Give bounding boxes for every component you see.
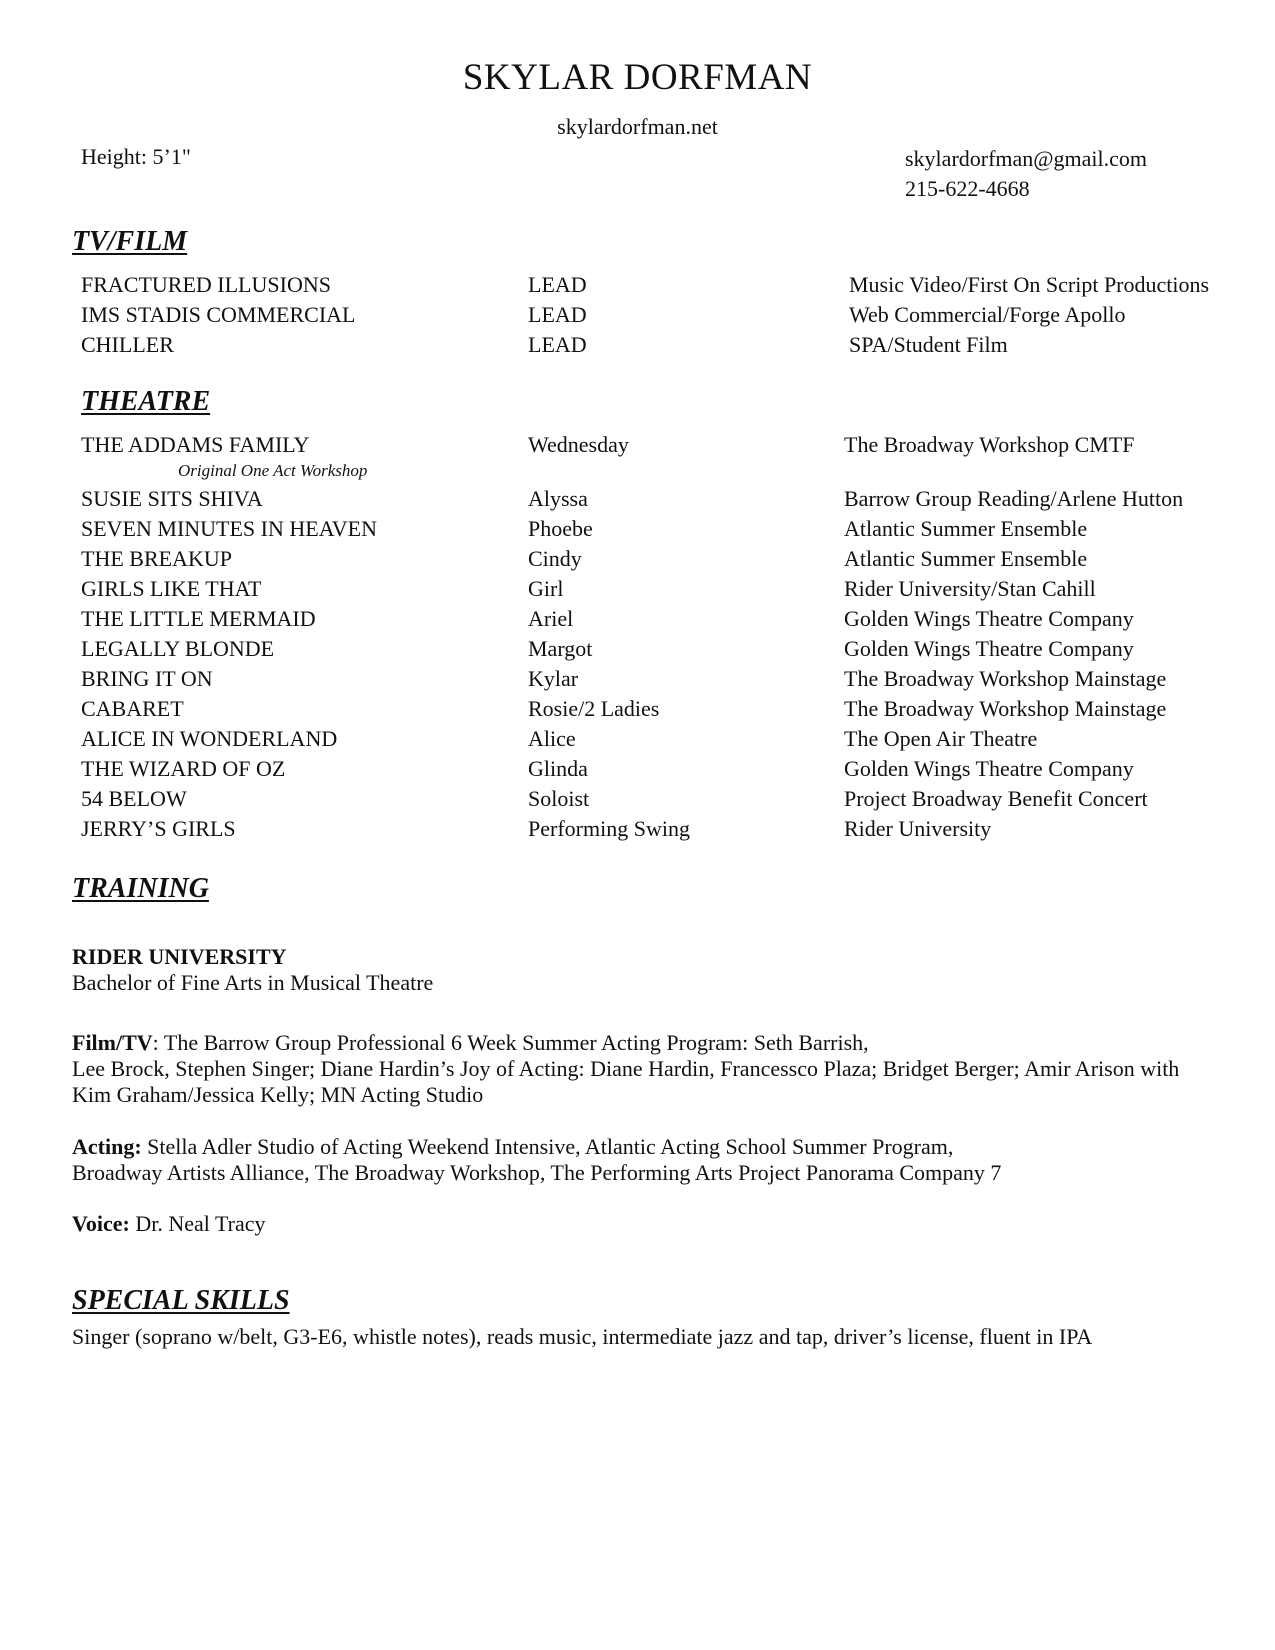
- credit-row: [0, 636, 1275, 666]
- credit-company: The Broadway Workshop Mainstage: [844, 696, 1167, 721]
- credit-company: SPA/Student Film: [849, 332, 1008, 357]
- credit-title: SUSIE SITS SHIVA: [81, 486, 263, 511]
- degree: Bachelor of Fine Arts in Musical Theatre: [72, 970, 434, 995]
- theatre-heading: THEATRE: [81, 386, 211, 417]
- website-link[interactable]: skylardorfman.net: [557, 114, 718, 139]
- height-info: Height: 5’1": [81, 144, 191, 169]
- credit-row: [0, 606, 1275, 636]
- credit-company: Golden Wings Theatre Company: [844, 606, 1134, 631]
- credit-row: [0, 786, 1275, 816]
- credit-role: LEAD: [528, 302, 587, 327]
- credit-row: [0, 546, 1275, 576]
- credit-company: Barrow Group Reading/Arlene Hutton: [844, 486, 1184, 511]
- credit-company: Atlantic Summer Ensemble: [844, 516, 1088, 541]
- credit-company: Golden Wings Theatre Company: [844, 636, 1134, 661]
- credit-row: [0, 486, 1275, 516]
- workshop-note: Original One Act Workshop: [178, 461, 368, 480]
- credit-company: The Broadway Workshop Mainstage: [844, 666, 1167, 691]
- credit-title: JERRY’S GIRLS: [81, 816, 236, 841]
- credit-title: GIRLS LIKE THAT: [81, 576, 262, 601]
- credit-role: Glinda: [528, 756, 588, 781]
- skills-heading: SPECIAL SKILLS: [72, 1285, 290, 1316]
- credit-company: The Broadway Workshop CMTF: [844, 432, 1135, 457]
- credit-row: [0, 816, 1275, 846]
- credit-title: THE BREAKUP: [81, 546, 232, 571]
- credit-row: [0, 756, 1275, 786]
- film-training-text-3: Kim Graham/Jessica Kelly; MN Acting Studio: [72, 1082, 484, 1107]
- acting-training-text-2: Broadway Artists Alliance, The Broadway Workshop, The Performing Arts Project Panorama Company 7: [72, 1160, 1002, 1185]
- credit-role: Margot: [528, 636, 593, 661]
- credit-company: Golden Wings Theatre Company: [844, 756, 1134, 781]
- credit-title: BRING IT ON: [81, 666, 213, 691]
- credit-role: Performing Swing: [528, 816, 690, 841]
- film-label: Film/TV: [72, 1030, 153, 1055]
- credit-title: 54 BELOW: [81, 786, 187, 811]
- voice-training-text: Dr. Neal Tracy: [129, 1211, 266, 1236]
- acting-training-text: Stella Adler Studio of Acting Weekend Intensive, Atlantic Acting School Summer Program,: [141, 1134, 954, 1159]
- credit-row: [0, 302, 1275, 332]
- skills-text: Singer (soprano w/belt, G3-E6, whistle notes), reads music, intermediate jazz and tap, driver’s license, fluent in IPA: [72, 1324, 1093, 1349]
- credit-row: [0, 696, 1275, 726]
- credit-title: THE LITTLE MERMAID: [81, 606, 316, 631]
- credit-role: Ariel: [528, 606, 574, 631]
- credit-role: Phoebe: [528, 516, 593, 541]
- credit-title: FRACTURED ILLUSIONS: [81, 272, 331, 297]
- credit-title: IMS STADIS COMMERCIAL: [81, 302, 356, 327]
- credit-row: [0, 432, 1275, 462]
- credit-row: [0, 666, 1275, 696]
- credit-title: THE WIZARD OF OZ: [81, 756, 286, 781]
- contact-block: [905, 144, 1147, 204]
- credit-role: Alyssa: [528, 486, 588, 511]
- credit-role: LEAD: [528, 272, 587, 297]
- film-training-text-2: Lee Brock, Stephen Singer; Diane Hardin’s Joy of Acting: Diane Hardin, Francessco Plaza; Bridget Berger; Amir Arison with: [72, 1056, 1180, 1081]
- credit-title: THE ADDAMS FAMILY: [81, 432, 310, 457]
- credit-company: Music Video/First On Script Productions: [849, 272, 1210, 297]
- credit-company: Rider University/Stan Cahill: [844, 576, 1096, 601]
- credit-row: [0, 272, 1275, 302]
- credit-row: [0, 726, 1275, 756]
- tvfilm-heading: TV/FILM: [72, 226, 188, 257]
- credit-title: CHILLER: [81, 332, 174, 357]
- credit-role: Soloist: [528, 786, 590, 811]
- credit-title: SEVEN MINUTES IN HEAVEN: [81, 516, 377, 541]
- voice-label: Voice:: [72, 1211, 130, 1236]
- credit-company: Atlantic Summer Ensemble: [844, 546, 1088, 571]
- credit-role: Kylar: [528, 666, 579, 691]
- credit-row: [0, 576, 1275, 606]
- voice-training: [72, 1211, 1252, 1237]
- credit-row: [0, 332, 1275, 362]
- credit-title: LEGALLY BLONDE: [81, 636, 275, 661]
- film-training-text: : The Barrow Group Professional 6 Week Summer Acting Program: Seth Barrish,: [152, 1030, 869, 1055]
- credit-role: Cindy: [528, 546, 582, 571]
- credit-company: The Open Air Theatre: [844, 726, 1038, 751]
- credit-role: Rosie/2 Ladies: [528, 696, 660, 721]
- film-training: [72, 1030, 1252, 1108]
- training-heading: TRAINING: [72, 873, 209, 904]
- acting-label: Acting:: [72, 1134, 142, 1159]
- resume-name: SKYLAR DORFMAN: [462, 57, 813, 98]
- credit-title: CABARET: [81, 696, 184, 721]
- credit-role: LEAD: [528, 332, 587, 357]
- credit-row: [0, 516, 1275, 546]
- credit-role: Girl: [528, 576, 564, 601]
- credit-company: Project Broadway Benefit Concert: [844, 786, 1148, 811]
- credit-role: Wednesday: [528, 432, 629, 457]
- school-name: RIDER UNIVERSITY: [72, 944, 287, 969]
- email-link[interactable]: skylardorfman@gmail.com: [905, 146, 1148, 171]
- credit-title: ALICE IN WONDERLAND: [81, 726, 338, 751]
- credit-company: Rider University: [844, 816, 992, 841]
- credit-company: Web Commercial/Forge Apollo: [849, 302, 1126, 327]
- phone-number: 215-622-4668: [905, 176, 1030, 201]
- acting-training: [72, 1134, 1252, 1186]
- credit-role: Alice: [528, 726, 576, 751]
- training-school-block: [72, 944, 1252, 996]
